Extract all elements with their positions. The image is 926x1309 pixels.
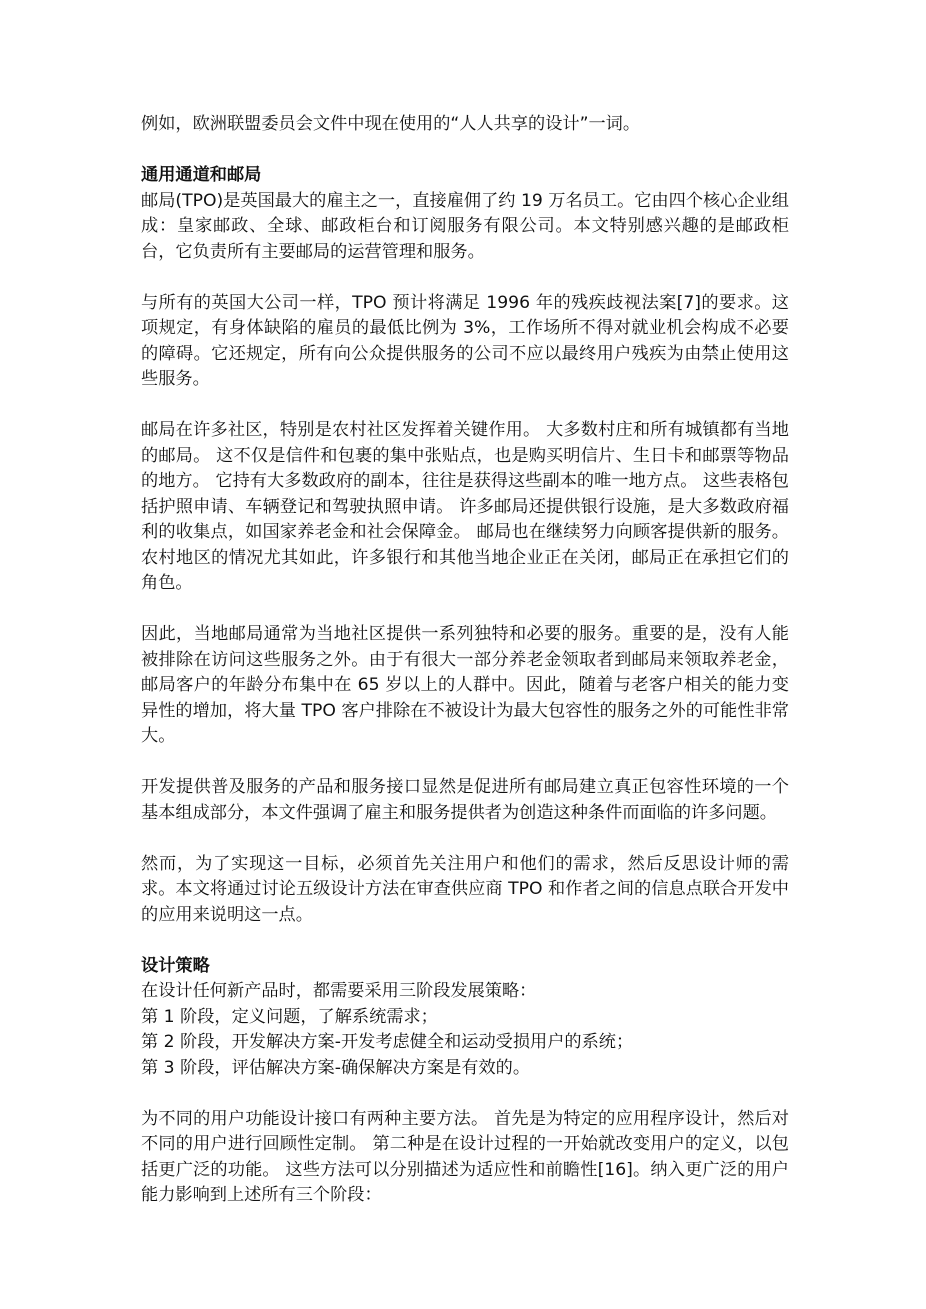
stage-item-2: 第 2 阶段，开发解决方案-开发考虑健全和运动受损用户的系统；	[141, 1032, 634, 1052]
paragraph-disability-act: 与所有的英国大公司一样，TPO 预计将满足 1996 年的残疾歧视法案[7]的要求。这项规定，有身体缺陷的雇员的最低比例为 3%，工作场所不得对就业机会构成不必要的障碍。它还规定，所有向公众提供服务的公司不应以最终用户残疾为由禁止使用这些服务。	[141, 292, 789, 389]
paragraph-user-needs: 然而，为了实现这一目标，必须首先关注用户和他们的需求，然后反思设计师的需求。本文将通过讨论五级设计方法在审查供应商 TPO 和作者之间的信息点联合开发中的应用来说明这一点。	[141, 853, 789, 925]
section-heading-design-strategy: 设计策略	[141, 955, 210, 976]
section-heading-universal-access: 通用通道和邮局	[141, 165, 262, 185]
paragraph-inclusive-environment: 开发提供普及服务的产品和服务接口显然是促进所有邮局建立真正包容性环境的一个基本组成部分，本文件强调了雇主和服务提供者为创造这种条件而面临的许多问题。	[141, 777, 789, 823]
paragraph-tpo-overview: 邮局(TPO)是英国最大的雇主之一，直接雇佣了约 19 万名员工。它由四个核心企业组成：皇家邮政、全球、邮政柜台和订阅服务有限公司。本文特别感兴趣的是邮政柜台，它负责所有主要邮局的运营管理和服务。	[141, 190, 789, 262]
paragraph-design-approaches: 为不同的用户功能设计接口有两种主要方法。 首先是为特定的应用程序设计，然后对不同的用户进行回顾性定制。 第二种是在设计过程的一开始就改变用户的定义，以包括更广泛的功能。 这些方法可以分别描述为适应性和前瞻性[16]。纳入更广泛的用户能力影响到上述所有三个阶段：	[141, 1108, 789, 1205]
stage-item-1: 第 1 阶段，定义问题，了解系统需求；	[141, 1006, 438, 1027]
paragraph-community-role: 邮局在许多社区，特别是农村社区发挥着关键作用。 大多数村庄和所有城镇都有当地的邮局。 这不仅是信件和包裹的集中张贴点，也是购买明信片、生日卡和邮票等物品的地方。 它持有大多数政府的副本，往往是获得这些副本的唯一地方点。 这些表格包括护照申请、车辆登记和驾驶执照申请。 许多邮局还提供银行设施，是大多数政府福利的收集点，如国家养老金和社会保障金。 邮局也在继续努力向顾客提供新的服务。 农村地区的情况尤其如此，许多银行和其他当地企业正在关闭，邮局正在承担它们的角色。	[141, 420, 789, 593]
strategy-intro: 在设计任何新产品时，都需要采用三阶段发展策略：	[141, 981, 537, 1001]
document-page	[141, 112, 789, 1209]
paragraph-local-services: 因此，当地邮局通常为当地社区提供一系列独特和必要的服务。重要的是，没有人能被排除在访问这些服务之外。由于有很大一部分养老金领取者到邮局来领取养老金，邮局客户的年龄分布集中在 65 岁以上的人群中。因此，随着与老客户相关的能力变异性的增加，将大量 TPO 客户排除在不被设计为最大包容性的服务之外的可能性非常大。	[141, 624, 789, 746]
stage-item-3: 第 3 阶段，评估解决方案-确保解决方案是有效的。	[141, 1057, 531, 1078]
intro-paragraph: 例如，欧洲联盟委员会文件中现在使用的“人人共享的设计”一词。	[141, 114, 641, 134]
